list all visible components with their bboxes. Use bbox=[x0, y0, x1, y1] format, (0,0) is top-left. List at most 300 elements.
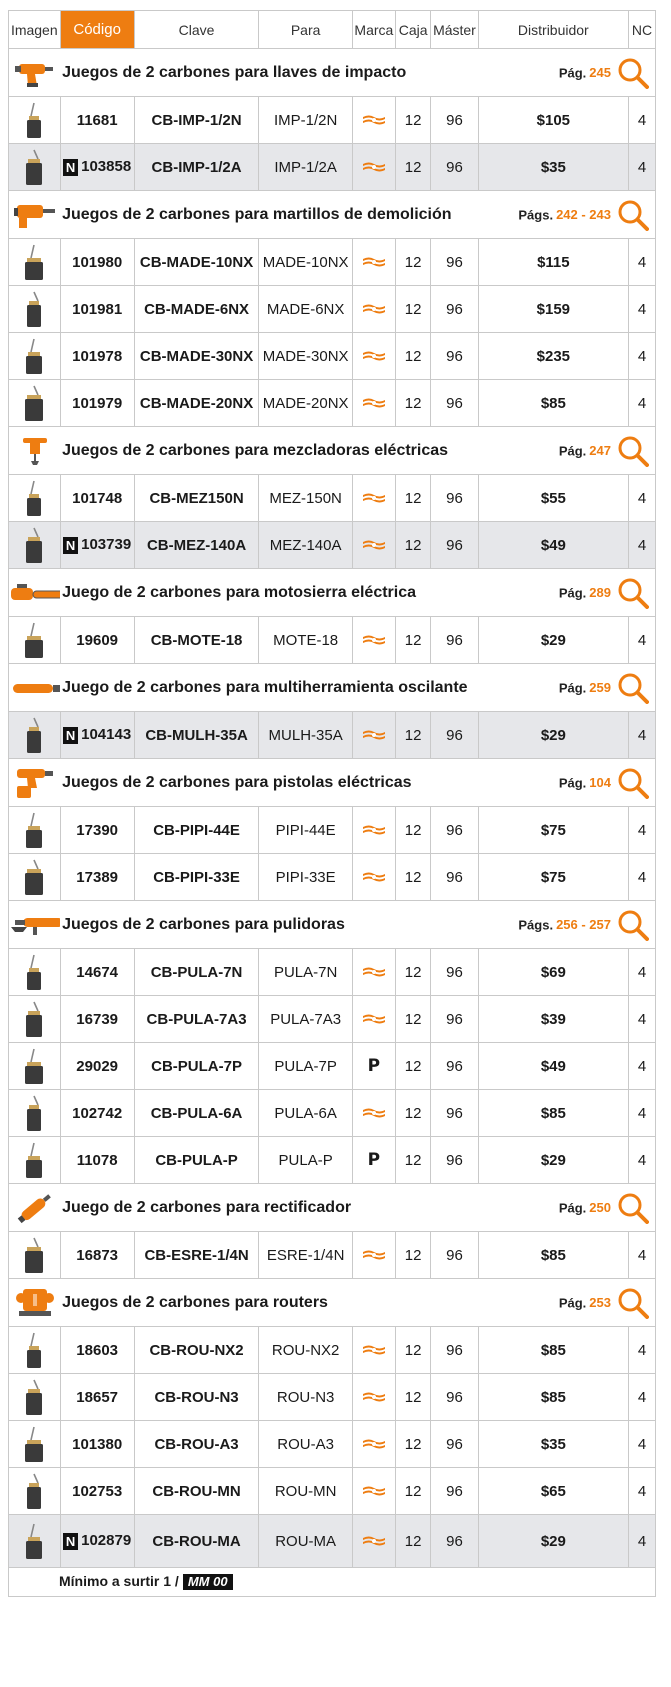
clave-cell: CB-MEZ-140A bbox=[134, 522, 259, 569]
carbon-brush-image bbox=[9, 1232, 61, 1279]
product-code[interactable]: 101748 bbox=[72, 489, 123, 507]
product-code[interactable]: 17390 bbox=[76, 821, 119, 839]
codigo-cell bbox=[60, 97, 134, 144]
master-cell: 96 bbox=[431, 1137, 478, 1184]
para-cell: ESRE-1/4N bbox=[259, 1232, 353, 1279]
clave-cell: CB-MULH-35A bbox=[134, 712, 259, 759]
section-header-row bbox=[9, 569, 656, 617]
magnifier-icon[interactable] bbox=[617, 57, 649, 89]
truper-logo bbox=[353, 1535, 395, 1547]
page-number[interactable]: 247 bbox=[589, 443, 611, 458]
product-code[interactable]: 11078 bbox=[76, 1151, 118, 1169]
oscillating-tool-icon bbox=[9, 664, 61, 712]
page-number[interactable]: 104 bbox=[589, 775, 611, 790]
table-row bbox=[9, 712, 656, 759]
page-label: Pág. bbox=[558, 1200, 587, 1215]
truper-logo bbox=[353, 871, 395, 883]
carbon-brush-image bbox=[9, 617, 61, 664]
router-icon bbox=[9, 1279, 61, 1327]
caja-cell: 12 bbox=[395, 854, 430, 901]
clave-cell: CB-PULA-7N bbox=[134, 949, 259, 996]
clave-cell: CB-PULA-7A3 bbox=[134, 996, 259, 1043]
master-cell: 96 bbox=[431, 333, 478, 380]
para-cell: MADE-30NX bbox=[259, 333, 353, 380]
section-header-row bbox=[9, 427, 656, 475]
codigo-cell bbox=[60, 1327, 134, 1374]
page-label: Pág. bbox=[558, 585, 587, 600]
para-cell: MEZ-140A bbox=[259, 522, 353, 569]
table-row bbox=[9, 522, 656, 569]
caja-cell: 12 bbox=[395, 1137, 430, 1184]
master-cell: 96 bbox=[431, 1515, 478, 1568]
codigo-cell bbox=[60, 475, 134, 522]
table-row bbox=[9, 1374, 656, 1421]
nc-cell: 4 bbox=[629, 949, 656, 996]
caja-cell: 12 bbox=[395, 1515, 430, 1568]
section-page-ref[interactable] bbox=[478, 569, 655, 617]
table-row bbox=[9, 996, 656, 1043]
master-cell: 96 bbox=[431, 1327, 478, 1374]
table-body bbox=[9, 49, 656, 1568]
codigo-cell bbox=[60, 1043, 134, 1090]
price-cell: $105 bbox=[478, 97, 628, 144]
magnifier-icon[interactable] bbox=[617, 1287, 649, 1319]
page-label: Pág. bbox=[558, 443, 587, 458]
price-cell: $29 bbox=[478, 712, 628, 759]
product-code[interactable]: 104143 bbox=[81, 726, 132, 744]
carbon-brush-image bbox=[9, 1090, 61, 1137]
table-row bbox=[9, 333, 656, 380]
para-cell: PULA-6A bbox=[259, 1090, 353, 1137]
carbon-brush-image bbox=[9, 522, 61, 569]
section-title: Juego de 2 carbones para motosierra eléctrica bbox=[60, 569, 478, 617]
clave-cell: CB-ROU-MA bbox=[134, 1515, 259, 1568]
caja-cell: 12 bbox=[395, 807, 430, 854]
marca-cell bbox=[352, 712, 395, 759]
magnifier-icon[interactable] bbox=[617, 767, 649, 799]
caja-cell: 12 bbox=[395, 1327, 430, 1374]
codigo-cell bbox=[60, 1421, 134, 1468]
codigo-cell bbox=[60, 239, 134, 286]
page-label: Pág. bbox=[558, 1295, 587, 1310]
marca-cell bbox=[352, 617, 395, 664]
marca-cell bbox=[352, 1327, 395, 1374]
footer-row bbox=[9, 1568, 656, 1597]
para-cell: PIPI-33E bbox=[259, 854, 353, 901]
product-code[interactable]: 19609 bbox=[76, 631, 119, 649]
truper-logo bbox=[353, 824, 395, 836]
carbon-brush-image bbox=[9, 144, 61, 191]
carbon-brush-image bbox=[9, 1421, 61, 1468]
new-badge: N bbox=[63, 537, 78, 554]
codigo-cell bbox=[60, 1374, 134, 1421]
marca-cell bbox=[352, 1515, 395, 1568]
nc-cell: 4 bbox=[629, 1043, 656, 1090]
section-title: Juegos de 2 carbones para routers bbox=[60, 1279, 478, 1327]
master-cell: 96 bbox=[431, 949, 478, 996]
price-cell: $65 bbox=[478, 1468, 628, 1515]
table-row bbox=[9, 475, 656, 522]
master-cell: 96 bbox=[431, 617, 478, 664]
price-cell: $115 bbox=[478, 239, 628, 286]
impact-wrench-icon bbox=[9, 49, 61, 97]
truper-logo bbox=[353, 1013, 395, 1025]
price-cell: $85 bbox=[478, 1327, 628, 1374]
marca-cell bbox=[352, 1043, 395, 1090]
truper-logo bbox=[353, 1249, 395, 1261]
section-page-ref[interactable] bbox=[478, 427, 655, 475]
magnifier-icon[interactable] bbox=[617, 672, 649, 704]
price-cell: $39 bbox=[478, 996, 628, 1043]
clave-cell: CB-ROU-NX2 bbox=[134, 1327, 259, 1374]
product-code[interactable]: 102879 bbox=[81, 1532, 132, 1550]
nc-cell: 4 bbox=[629, 97, 656, 144]
table-row bbox=[9, 1327, 656, 1374]
price-cell: $85 bbox=[478, 1090, 628, 1137]
nc-cell: 4 bbox=[629, 1090, 656, 1137]
section-header-row bbox=[9, 1279, 656, 1327]
carbon-brush-table bbox=[8, 10, 656, 1597]
section-page-ref[interactable] bbox=[478, 759, 655, 807]
nc-cell: 4 bbox=[629, 144, 656, 191]
truper-logo bbox=[353, 966, 395, 978]
product-code[interactable]: 102742 bbox=[72, 1104, 123, 1122]
codigo-cell bbox=[60, 333, 134, 380]
price-cell: $75 bbox=[478, 854, 628, 901]
die-grinder-icon bbox=[9, 1184, 61, 1232]
codigo-cell bbox=[60, 712, 134, 759]
master-cell: 96 bbox=[431, 380, 478, 427]
carbon-brush-image bbox=[9, 286, 61, 333]
codigo-cell bbox=[60, 1515, 134, 1568]
product-code[interactable]: 101979 bbox=[72, 394, 123, 412]
col-codigo[interactable]: Código bbox=[60, 11, 134, 49]
price-cell: $85 bbox=[478, 1232, 628, 1279]
nc-cell: 4 bbox=[629, 1232, 656, 1279]
marca-cell bbox=[352, 1232, 395, 1279]
price-cell: $49 bbox=[478, 1043, 628, 1090]
price-cell: $235 bbox=[478, 333, 628, 380]
clave-cell: CB-MADE-20NX bbox=[134, 380, 259, 427]
section-page-ref[interactable] bbox=[478, 49, 655, 97]
master-cell: 96 bbox=[431, 1421, 478, 1468]
caja-cell: 12 bbox=[395, 522, 430, 569]
mixer-icon bbox=[9, 427, 61, 475]
col-marca: Marca bbox=[352, 11, 395, 49]
product-code[interactable]: 103858 bbox=[81, 158, 132, 176]
marca-cell bbox=[352, 1374, 395, 1421]
codigo-cell bbox=[60, 854, 134, 901]
para-cell: MADE-20NX bbox=[259, 380, 353, 427]
section-title: Juegos de 2 carbones para llaves de impacto bbox=[60, 49, 478, 97]
section-page-ref[interactable] bbox=[478, 901, 655, 949]
price-cell: $85 bbox=[478, 380, 628, 427]
master-cell: 96 bbox=[431, 239, 478, 286]
section-title: Juego de 2 carbones para multiherramienta oscilante bbox=[60, 664, 478, 712]
codigo-cell bbox=[60, 1137, 134, 1184]
page-number[interactable]: 250 bbox=[589, 1200, 611, 1215]
truper-logo bbox=[353, 539, 395, 551]
page-label: Pág. bbox=[558, 65, 587, 80]
master-cell: 96 bbox=[431, 522, 478, 569]
price-cell: $159 bbox=[478, 286, 628, 333]
carbon-brush-image bbox=[9, 854, 61, 901]
para-cell: PULA-7N bbox=[259, 949, 353, 996]
caja-cell: 12 bbox=[395, 712, 430, 759]
price-cell: $69 bbox=[478, 949, 628, 996]
magnifier-icon[interactable] bbox=[617, 435, 649, 467]
marca-cell bbox=[352, 949, 395, 996]
codigo-cell bbox=[60, 286, 134, 333]
clave-cell: CB-PULA-7P bbox=[134, 1043, 259, 1090]
carbon-brush-image bbox=[9, 807, 61, 854]
section-title: Juego de 2 carbones para rectificador bbox=[60, 1184, 478, 1232]
truper-logo bbox=[353, 397, 395, 409]
pretul-logo: P bbox=[367, 1150, 381, 1170]
clave-cell: CB-MADE-10NX bbox=[134, 239, 259, 286]
table-row bbox=[9, 1421, 656, 1468]
para-cell: MADE-6NX bbox=[259, 286, 353, 333]
section-title: Juegos de 2 carbones para martillos de demolición bbox=[60, 191, 478, 239]
section-header-row bbox=[9, 901, 656, 949]
col-master: Máster bbox=[431, 11, 478, 49]
product-code[interactable]: 16873 bbox=[76, 1246, 119, 1264]
caja-cell: 12 bbox=[395, 1468, 430, 1515]
master-cell: 96 bbox=[431, 286, 478, 333]
master-cell: 96 bbox=[431, 1090, 478, 1137]
nc-cell: 4 bbox=[629, 1421, 656, 1468]
page-number[interactable]: 242 - 243 bbox=[556, 207, 611, 222]
table-row bbox=[9, 1137, 656, 1184]
truper-logo bbox=[353, 161, 395, 173]
codigo-cell bbox=[60, 380, 134, 427]
marca-cell bbox=[352, 996, 395, 1043]
para-cell: IMP-1/2A bbox=[259, 144, 353, 191]
codigo-cell bbox=[60, 1468, 134, 1515]
product-code[interactable]: 102753 bbox=[72, 1482, 123, 1500]
table-row bbox=[9, 286, 656, 333]
paint-gun-icon bbox=[9, 759, 61, 807]
section-title: Juegos de 2 carbones para pulidoras bbox=[60, 901, 478, 949]
caja-cell: 12 bbox=[395, 144, 430, 191]
marca-cell bbox=[352, 807, 395, 854]
nc-cell: 4 bbox=[629, 854, 656, 901]
new-badge: N bbox=[63, 159, 78, 176]
carbon-brush-image bbox=[9, 475, 61, 522]
product-code[interactable]: 16739 bbox=[76, 1010, 119, 1028]
mm-badge: MM 00 bbox=[183, 1574, 233, 1590]
caja-cell: 12 bbox=[395, 239, 430, 286]
master-cell: 96 bbox=[431, 144, 478, 191]
table-row bbox=[9, 97, 656, 144]
carbon-brush-image bbox=[9, 1515, 61, 1568]
nc-cell: 4 bbox=[629, 996, 656, 1043]
codigo-cell bbox=[60, 617, 134, 664]
product-code[interactable]: 101978 bbox=[72, 347, 123, 365]
caja-cell: 12 bbox=[395, 617, 430, 664]
page-number[interactable]: 253 bbox=[589, 1295, 611, 1310]
magnifier-icon[interactable] bbox=[617, 577, 649, 609]
section-title: Juegos de 2 carbones para pistolas eléctricas bbox=[60, 759, 478, 807]
carbon-brush-image bbox=[9, 949, 61, 996]
master-cell: 96 bbox=[431, 1374, 478, 1421]
marca-cell bbox=[352, 144, 395, 191]
clave-cell: CB-PIPI-44E bbox=[134, 807, 259, 854]
carbon-brush-image bbox=[9, 239, 61, 286]
catalog-sheet bbox=[8, 10, 656, 1597]
truper-logo bbox=[353, 303, 395, 315]
product-code[interactable]: 17389 bbox=[76, 868, 119, 886]
polisher-icon bbox=[9, 901, 61, 949]
section-page-ref[interactable] bbox=[478, 664, 655, 712]
chainsaw-icon bbox=[9, 569, 61, 617]
table-row bbox=[9, 239, 656, 286]
truper-logo bbox=[353, 1438, 395, 1450]
page-label: Pág. bbox=[558, 775, 587, 790]
clave-cell: CB-ROU-N3 bbox=[134, 1374, 259, 1421]
product-code[interactable]: 14674 bbox=[76, 963, 119, 981]
carbon-brush-image bbox=[9, 712, 61, 759]
col-distribuidor: Distribuidor bbox=[478, 11, 628, 49]
clave-cell: CB-PIPI-33E bbox=[134, 854, 259, 901]
truper-logo bbox=[353, 1391, 395, 1403]
table-row bbox=[9, 380, 656, 427]
table-row bbox=[9, 1232, 656, 1279]
carbon-brush-image bbox=[9, 1043, 61, 1090]
price-cell: $85 bbox=[478, 1374, 628, 1421]
price-cell: $29 bbox=[478, 1515, 628, 1568]
marca-cell bbox=[352, 1468, 395, 1515]
para-cell: MADE-10NX bbox=[259, 239, 353, 286]
page-number[interactable]: 256 - 257 bbox=[556, 917, 611, 932]
table-row bbox=[9, 144, 656, 191]
magnifier-icon[interactable] bbox=[617, 199, 649, 231]
new-badge: N bbox=[63, 727, 78, 744]
truper-logo bbox=[353, 114, 395, 126]
table-row bbox=[9, 1043, 656, 1090]
carbon-brush-image bbox=[9, 1327, 61, 1374]
marca-cell bbox=[352, 239, 395, 286]
carbon-brush-image bbox=[9, 996, 61, 1043]
para-cell: ROU-NX2 bbox=[259, 1327, 353, 1374]
clave-cell: CB-PULA-6A bbox=[134, 1090, 259, 1137]
section-page-ref[interactable] bbox=[478, 191, 655, 239]
table-row bbox=[9, 1090, 656, 1137]
caja-cell: 12 bbox=[395, 1090, 430, 1137]
page-label: Pág. bbox=[558, 680, 587, 695]
caja-cell: 12 bbox=[395, 996, 430, 1043]
magnifier-icon[interactable] bbox=[617, 1192, 649, 1224]
product-code[interactable]: 18657 bbox=[76, 1388, 119, 1406]
master-cell: 96 bbox=[431, 712, 478, 759]
product-code[interactable]: 101980 bbox=[72, 253, 123, 271]
section-page-ref[interactable] bbox=[478, 1184, 655, 1232]
caja-cell: 12 bbox=[395, 949, 430, 996]
codigo-cell bbox=[60, 807, 134, 854]
price-cell: $29 bbox=[478, 1137, 628, 1184]
marca-cell bbox=[352, 854, 395, 901]
codigo-cell bbox=[60, 949, 134, 996]
table-row bbox=[9, 807, 656, 854]
para-cell: PIPI-44E bbox=[259, 807, 353, 854]
nc-cell: 4 bbox=[629, 475, 656, 522]
pretul-logo: P bbox=[367, 1056, 381, 1076]
table-row bbox=[9, 949, 656, 996]
nc-cell: 4 bbox=[629, 1374, 656, 1421]
para-cell: ROU-MA bbox=[259, 1515, 353, 1568]
price-cell: $75 bbox=[478, 807, 628, 854]
product-code[interactable]: 103739 bbox=[81, 536, 132, 554]
product-code[interactable]: 101380 bbox=[72, 1435, 123, 1453]
marca-cell bbox=[352, 475, 395, 522]
caja-cell: 12 bbox=[395, 286, 430, 333]
product-code[interactable]: 18603 bbox=[76, 1341, 119, 1359]
page-number[interactable]: 289 bbox=[589, 585, 611, 600]
price-cell: $35 bbox=[478, 1421, 628, 1468]
col-nc: NC bbox=[629, 11, 656, 49]
col-para: Para bbox=[259, 11, 353, 49]
truper-logo bbox=[353, 350, 395, 362]
truper-logo bbox=[353, 634, 395, 646]
master-cell: 96 bbox=[431, 1468, 478, 1515]
section-header-row bbox=[9, 49, 656, 97]
caja-cell: 12 bbox=[395, 475, 430, 522]
para-cell: ROU-MN bbox=[259, 1468, 353, 1515]
master-cell: 96 bbox=[431, 97, 478, 144]
carbon-brush-image bbox=[9, 1468, 61, 1515]
marca-cell bbox=[352, 380, 395, 427]
truper-logo bbox=[353, 256, 395, 268]
col-clave: Clave bbox=[134, 11, 259, 49]
clave-cell: CB-PULA-P bbox=[134, 1137, 259, 1184]
master-cell: 96 bbox=[431, 1043, 478, 1090]
section-header-row bbox=[9, 1184, 656, 1232]
carbon-brush-image bbox=[9, 1137, 61, 1184]
page-label: Págs. bbox=[518, 207, 554, 222]
caja-cell: 12 bbox=[395, 1421, 430, 1468]
nc-cell: 4 bbox=[629, 1327, 656, 1374]
truper-logo bbox=[353, 492, 395, 504]
product-code[interactable]: 29029 bbox=[76, 1057, 119, 1075]
nc-cell: 4 bbox=[629, 617, 656, 664]
header-row bbox=[9, 11, 656, 49]
codigo-cell bbox=[60, 522, 134, 569]
truper-logo bbox=[353, 1107, 395, 1119]
page-label: Págs. bbox=[518, 917, 554, 932]
product-code[interactable]: 11681 bbox=[76, 111, 118, 129]
para-cell: MOTE-18 bbox=[259, 617, 353, 664]
nc-cell: 4 bbox=[629, 522, 656, 569]
caja-cell: 12 bbox=[395, 1374, 430, 1421]
page-number[interactable]: 245 bbox=[589, 65, 611, 80]
master-cell: 96 bbox=[431, 996, 478, 1043]
nc-cell: 4 bbox=[629, 1137, 656, 1184]
product-code[interactable]: 101981 bbox=[72, 300, 123, 318]
col-caja: Caja bbox=[395, 11, 430, 49]
section-page-ref[interactable] bbox=[478, 1279, 655, 1327]
magnifier-icon[interactable] bbox=[617, 909, 649, 941]
page-number[interactable]: 259 bbox=[589, 680, 611, 695]
para-cell: PULA-P bbox=[259, 1137, 353, 1184]
table-row bbox=[9, 617, 656, 664]
para-cell: IMP-1/2N bbox=[259, 97, 353, 144]
para-cell: MULH-35A bbox=[259, 712, 353, 759]
nc-cell: 4 bbox=[629, 712, 656, 759]
clave-cell: CB-ROU-A3 bbox=[134, 1421, 259, 1468]
nc-cell: 4 bbox=[629, 807, 656, 854]
caja-cell: 12 bbox=[395, 97, 430, 144]
marca-cell bbox=[352, 333, 395, 380]
